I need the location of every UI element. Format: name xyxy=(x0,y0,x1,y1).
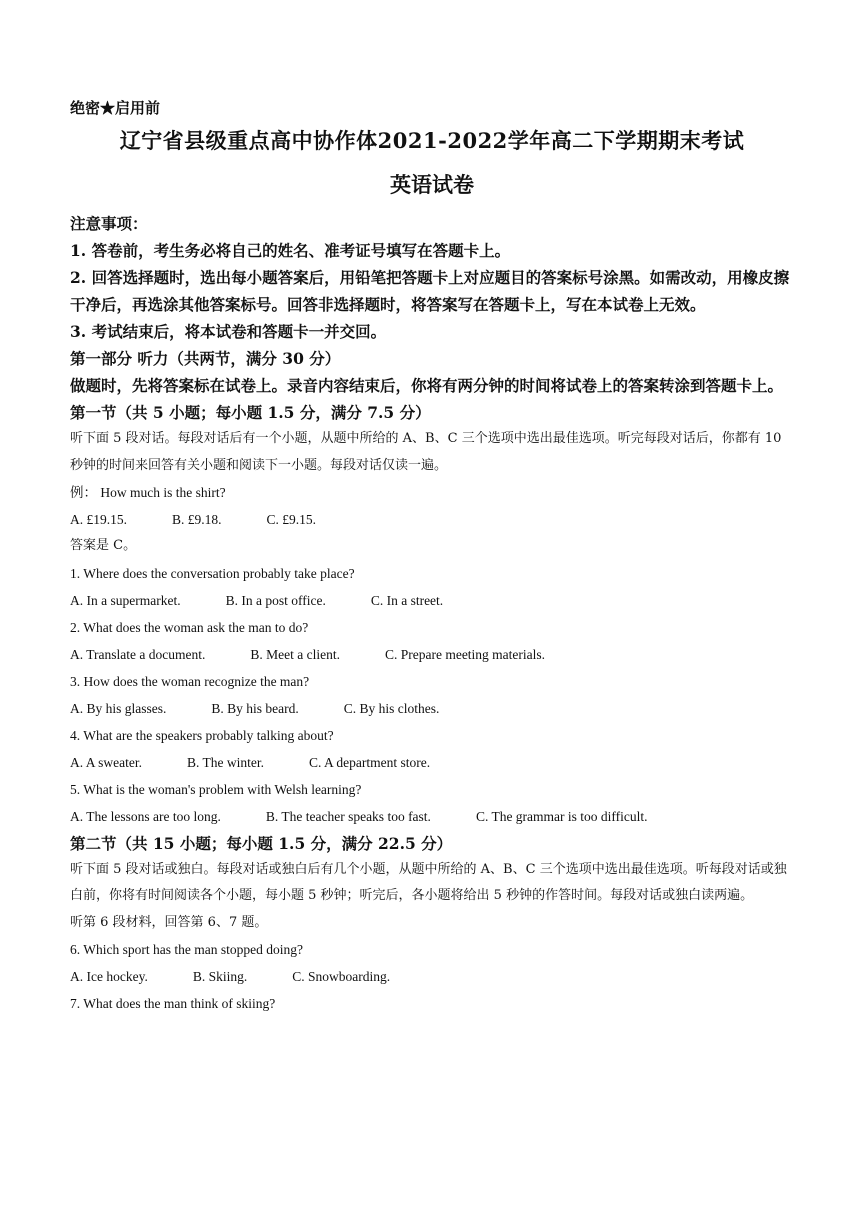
option: A. By his glasses. xyxy=(70,700,167,716)
notice-item: 3. 考试结束后，将本试卷和答题卡一并交回。 xyxy=(70,322,387,341)
exam-page xyxy=(70,94,794,1017)
part1-heading: 第一部分 听力（共两节，满分 30 分） xyxy=(70,349,341,368)
option: B. Skiing. xyxy=(192,969,248,984)
question: 2. What does the woman ask the man to do? xyxy=(70,619,309,635)
exam-title: 辽宁省县级重点高中协作体2021-2022学年高二下学期期末考试 xyxy=(119,128,745,153)
question-options xyxy=(70,963,794,990)
option: B. £9.18. xyxy=(172,512,222,527)
option: B. Meet a client. xyxy=(250,646,340,662)
question-options xyxy=(70,587,794,614)
section2-heading: 第二节（共 15 小题；每小题 1.5 分，满分 22.5 分） xyxy=(70,833,453,853)
option: C. The grammar is too difficult. xyxy=(475,808,648,824)
section1-heading: 第一节（共 5 小题；每小题 1.5 分，满分 7.5 分） xyxy=(70,403,431,422)
option: C. By his clothes. xyxy=(343,700,440,716)
option: B. The winter. xyxy=(187,754,264,770)
option: C. Snowboarding. xyxy=(292,969,391,984)
option: C. A department store. xyxy=(309,754,431,770)
option: A. A sweater. xyxy=(70,754,142,770)
option: B. By his beard. xyxy=(211,700,299,716)
part1-instruction: 做题时，先将答案标在试卷上。录音内容结束后，你将有两分钟的时间将试卷上的答案转涂到答题卡上。 xyxy=(70,376,784,395)
question-options xyxy=(70,749,794,776)
section1-instruction: 听下面 5 段对话。每段对话后有一个小题，从题中所给的 A、B、C 三个选项中选出最佳选项。听完每段对话后，你都有 10 秒钟的时间来回答有关小题和阅读下一小题。每段对话仅读一遍。 xyxy=(70,431,782,473)
option: A. In a supermarket. xyxy=(70,592,181,608)
option: A. Ice hockey. xyxy=(70,969,148,984)
option: A. The lessons are too long. xyxy=(70,808,221,824)
question: 6. Which sport has the man stopped doing? xyxy=(70,942,303,957)
material-note: 听第 6 段材料，回答第 6、7 题。 xyxy=(70,914,268,930)
question: 7. What does the man think of skiing? xyxy=(70,996,276,1011)
question: 1. Where does the conversation probably take place? xyxy=(70,565,355,581)
question: 4. What are the speakers probably talking about? xyxy=(70,727,334,743)
secret-label: 绝密★启用前 xyxy=(70,99,161,117)
question: 3. How does the woman recognize the man? xyxy=(70,673,310,689)
question: 5. What is the woman's problem with Welsh learning? xyxy=(70,781,362,797)
option: A. £19.15. xyxy=(70,512,127,527)
option: C. £9.15. xyxy=(266,512,317,527)
notice-item: 1. 答卷前，考生务必将自己的姓名、准考证号填写在答题卡上。 xyxy=(70,241,511,260)
option: C. In a street. xyxy=(370,592,444,608)
option: B. In a post office. xyxy=(225,592,326,608)
option: A. Translate a document. xyxy=(70,646,206,662)
option: B. The teacher speaks too fast. xyxy=(265,808,431,824)
option: C. Prepare meeting materials. xyxy=(384,646,546,662)
example-question: 例： How much is the shirt? xyxy=(70,485,226,500)
section2-instruction: 听下面 5 段对话或独白。每段对话或独白后有几个小题，从题中所给的 A、B、C 三个选项中选出最佳选项。听每段对话或独白前，你将有时间阅读各个小题，每小题 5 秒钟；听完后，各小题将给出 5 秒钟的作答时间。每段对话或独白读两遍。 xyxy=(70,861,787,903)
notice-heading: 注意事项： xyxy=(70,214,148,233)
example-options xyxy=(70,506,794,533)
exam-subtitle: 英语试卷 xyxy=(390,172,474,197)
question-options xyxy=(70,695,794,722)
notice-item: 2. 回答选择题时，选出每小题答案后，用铅笔把答题卡上对应题目的答案标号涂黑。如需改动，用橡皮擦干净后，再选涂其他答案标号。回答非选择题时，将答案写在答题卡上，写在本试卷上无效。 xyxy=(70,268,790,314)
question-options xyxy=(70,641,794,668)
example-answer: 答案是 C。 xyxy=(70,538,137,553)
question-options xyxy=(70,803,794,830)
